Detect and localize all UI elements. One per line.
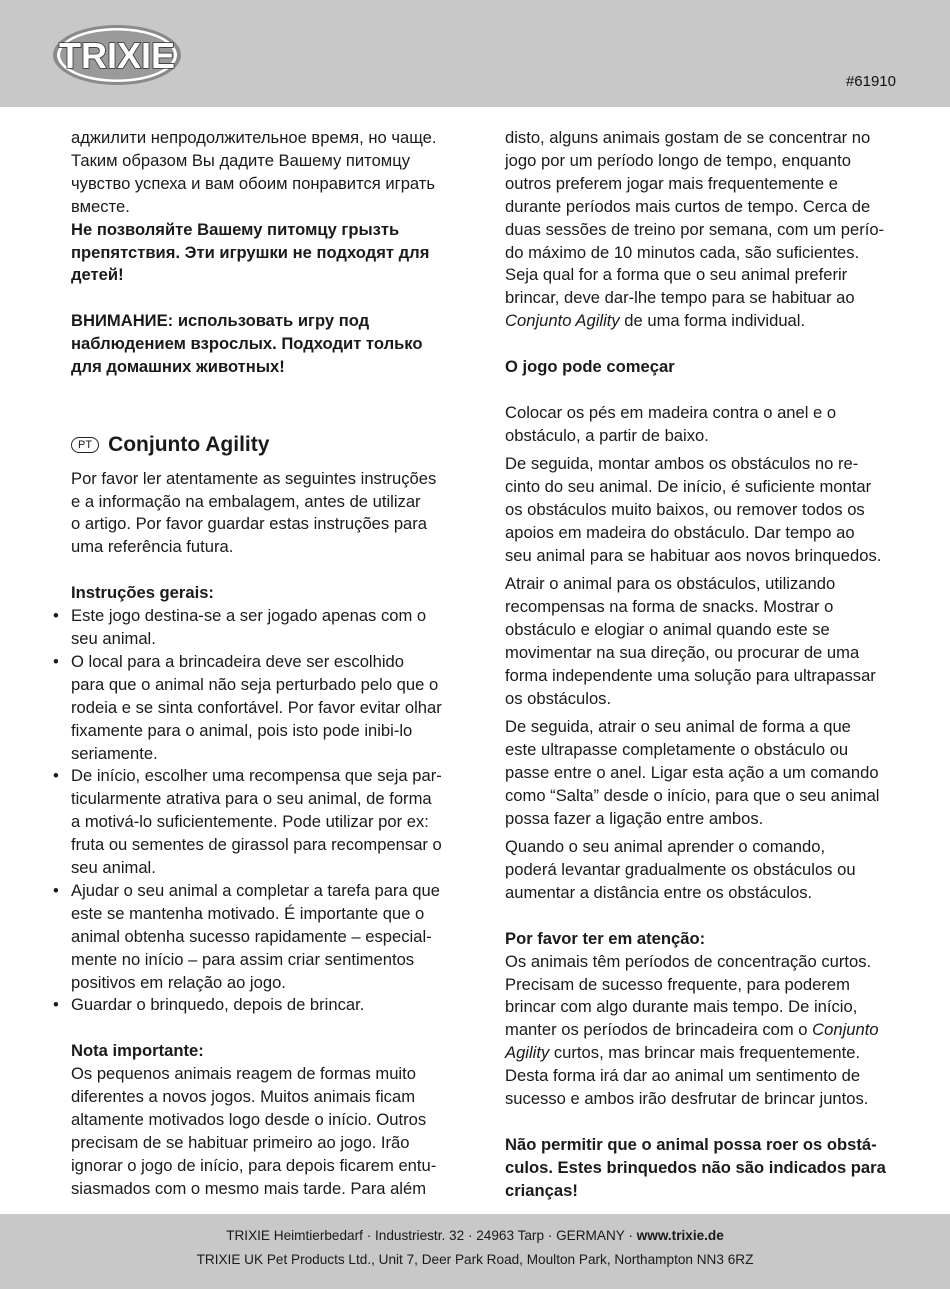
text-line: jogo por um período longo de tempo, enquanto [505, 150, 851, 170]
text-line: Quando o seu animal aprender o comando, [505, 837, 826, 857]
text-line: seu animal. [71, 628, 156, 648]
text-line: fixamente para o animal, pois isto pode inibi-lo [71, 720, 413, 740]
text-line: Desta forma irá dar ao animal um sentimento de [505, 1066, 861, 1086]
text-line: brincar, deve dar-lhe tempo para se habituar ao [505, 288, 855, 308]
text-line: seu animal. [71, 858, 156, 878]
text-line: Os pequenos animais reagem de formas muito [71, 1064, 416, 1084]
step-paragraph [505, 573, 905, 710]
continuation-paragraph [505, 127, 905, 333]
step-paragraph [505, 836, 905, 905]
text-line: crianças! [505, 1180, 578, 1200]
final-warning [505, 1134, 905, 1203]
text-line: • O local para a brincadeira deve ser escolhido [71, 651, 404, 671]
ru-paragraph [71, 127, 471, 219]
text-line: para que o animal não seja perturbado pelo que o [71, 674, 439, 694]
text-line: como “Salta” desde o início, para que o seu animal [505, 785, 880, 805]
text-span: curtos, mas brincar mais frequentemente. [549, 1043, 861, 1063]
text-line: passe entre o anel. Ligar esta ação a um comando [505, 762, 879, 782]
step-paragraph [505, 716, 905, 831]
text-line: os obstáculos muito baixos, ou remover todos os [505, 499, 865, 519]
list-item [71, 880, 471, 995]
list-item [71, 651, 471, 766]
text-line: sucesso e ambos irão desfrutar de brincar juntos. [505, 1089, 869, 1109]
right-column [505, 127, 905, 1203]
note-heading: Nota importante: [71, 1041, 204, 1061]
product-name: Agility [505, 1043, 550, 1063]
attention-heading: Por favor ter em atenção: [505, 928, 706, 948]
text-line: Não permitir que o animal possa roer os obstá- [505, 1134, 877, 1154]
text-line: siasmados com o mesmo mais tarde. Para além [71, 1178, 427, 1198]
text-line: positivos em relação ao jogo. [71, 972, 286, 992]
section-heading [71, 434, 471, 457]
language-badge: PT [71, 437, 99, 453]
text-line: altamente motivados logo desde o início. Outros [71, 1109, 427, 1129]
footer-address-line [0, 1228, 950, 1243]
general-instructions-list [71, 605, 471, 1017]
text-line: наблюдением взрослых. Подходит только [71, 334, 423, 354]
text-line: Precisam de sucesso frequente, para poderem [505, 974, 850, 994]
text-line: аджилити непродолжительное время, но чаще. [71, 128, 437, 147]
text-line: детей! [71, 265, 124, 285]
text-line: disto, alguns animais gostam de se concentrar no [505, 128, 871, 147]
text-line: obstáculo, a partir de baixo. [505, 425, 709, 445]
text-line: este ultrapasse completamente o obstáculo ou [505, 740, 849, 760]
left-column [71, 127, 471, 1201]
page-header [0, 0, 950, 107]
text-line: seu animal para se habituar aos novos brinquedos. [505, 545, 882, 565]
text-line: o artigo. Por favor guardar estas instruções para [71, 514, 428, 534]
text-line: os obstáculos. [505, 688, 612, 708]
text-line: seriamente. [71, 743, 158, 763]
text-line: obstáculo e elogiar o animal quando este se [505, 620, 830, 639]
text-line: movimentar na sua direção, ou procurar de uma [505, 642, 860, 662]
text-line: brincar com algo durante mais tempo. De início, [505, 997, 858, 1017]
text-line: outros preferem jogar mais frequentemente e [505, 173, 838, 193]
text-line: ignorar o jogo de início, para depois ficarem entu- [71, 1155, 437, 1175]
trixie-logo [52, 24, 182, 86]
text-line: • Guardar o brinquedo, depois de brincar. [71, 995, 365, 1015]
game-heading: O jogo pode começar [505, 357, 675, 377]
text-line: precisam de se habituar primeiro ao jogo. Irão [71, 1132, 410, 1152]
list-item [71, 605, 471, 651]
text-line: De seguida, atrair o seu animal de forma a que [505, 717, 851, 737]
footer-address-uk: TRIXIE UK Pet Products Ltd., Unit 7, Deer Park Road, Moulton Park, Northampton NN3 6RZ [196, 1252, 754, 1267]
step-paragraph [505, 453, 905, 568]
text-line: duas sessões de treino por semana, com um perío- [505, 219, 885, 239]
text-line: diferentes a novos jogos. Muitos animais ficam [71, 1087, 416, 1107]
text-line: Colocar os pés em madeira contra o anel e o [505, 402, 837, 422]
text-line: a motivá-lo suficientemente. Pode utilizar por ex: [71, 812, 429, 832]
intro-paragraph [71, 468, 471, 560]
text-line: do máximo de 10 minutos cada, são suficientes. [505, 242, 860, 262]
text-line: препятствия. Эти игрушки не подходят для [71, 242, 430, 262]
text-line: De seguida, montar ambos os obstáculos no re- [505, 454, 859, 474]
text-line [505, 1042, 905, 1065]
text-line: • Este jogo destina-se a ser jogado apenas com o [71, 606, 427, 626]
text-span: manter os períodos de brincadeira com o [505, 1020, 813, 1040]
text-span: de uma forma individual. [619, 311, 806, 331]
text-line: este se mantenha motivado. É importante que o [71, 903, 425, 923]
text-line: animal obtenha sucesso rapidamente – especial- [71, 926, 432, 946]
text-line: forma independente uma solução para ultrapassar [505, 665, 876, 685]
text-line [505, 310, 905, 333]
article-number: #61910 [845, 73, 896, 90]
text-line: ticularmente atrativa para o seu animal, de forma [71, 789, 432, 809]
text-line: poderá levantar gradualmente os obstáculos ou [505, 860, 856, 880]
text-line: cinto do seu animal. De início, é suficiente montar [505, 477, 872, 497]
text-line: • De início, escolher uma recompensa que seja par- [71, 766, 442, 786]
text-line: Не позволяйте Вашему питомцу грызть [71, 219, 400, 239]
text-line: mente no início – para assim criar sentimentos [71, 949, 415, 969]
text-line: ВНИМАНИЕ: использовать игру под [71, 311, 370, 331]
text-line: durante períodos mais curtos de tempo. Cerca de [505, 196, 871, 216]
text-line: rodeia e se sinta confortável. Por favor evitar olhar [71, 697, 442, 717]
attention-paragraph [505, 951, 905, 1111]
text-line: uma referência futura. [71, 537, 234, 557]
text-line: Atrair o animal para os obstáculos, utilizando [505, 574, 836, 594]
text-line: вместе. [71, 196, 130, 216]
text-line: recompensas na forma de snacks. Mostrar o [505, 597, 834, 617]
text-line [505, 1019, 905, 1042]
text-line: для домашних животных! [71, 357, 285, 377]
note-paragraph [71, 1063, 471, 1200]
page-footer [0, 1214, 950, 1289]
ru-warning-chew [71, 219, 471, 288]
general-instructions-heading: Instruções gerais: [71, 583, 214, 603]
footer-address-de: TRIXIE Heimtierbedarf · Industriestr. 32 · 24963 Tarp · GERMANY · [226, 1228, 637, 1243]
text-line: culos. Estes brinquedos não são indicados para [505, 1157, 886, 1177]
svg-text:TRIXIE: TRIXIE [58, 35, 176, 76]
text-line: • Ajudar o seu animal a completar a tarefa para que [71, 880, 440, 900]
text-line: Таким образом Вы дадите Вашему питомцу [71, 150, 411, 170]
text-line: чувство успеха и вам обоим понравится играть [71, 173, 436, 193]
text-line: Por favor ler atentamente as seguintes instruções [71, 468, 437, 488]
step-paragraph [505, 402, 905, 448]
list-item [71, 994, 471, 1017]
product-name: Conjunto [812, 1020, 879, 1040]
text-line: fruta ou sementes de girassol para recompensar o [71, 835, 442, 855]
text-line: Os animais têm períodos de concentração curtos. [505, 951, 872, 971]
website-link[interactable]: www.trixie.de [636, 1228, 724, 1243]
text-line: apoios em madeira do obstáculo. Dar tempo ao [505, 522, 855, 542]
text-line: e a informação na embalagem, antes de utilizar [71, 491, 421, 511]
list-item [71, 765, 471, 880]
text-line: possa fazer a ligação entre ambos. [505, 808, 764, 828]
section-title: Conjunto Agility [108, 432, 270, 456]
text-line: Seja qual for a forma que o seu animal preferir [505, 265, 848, 285]
text-line: aumentar a distância entre os obstáculos. [505, 882, 813, 902]
product-name: Conjunto Agility [505, 311, 620, 331]
ru-warning-supervision [71, 310, 471, 379]
